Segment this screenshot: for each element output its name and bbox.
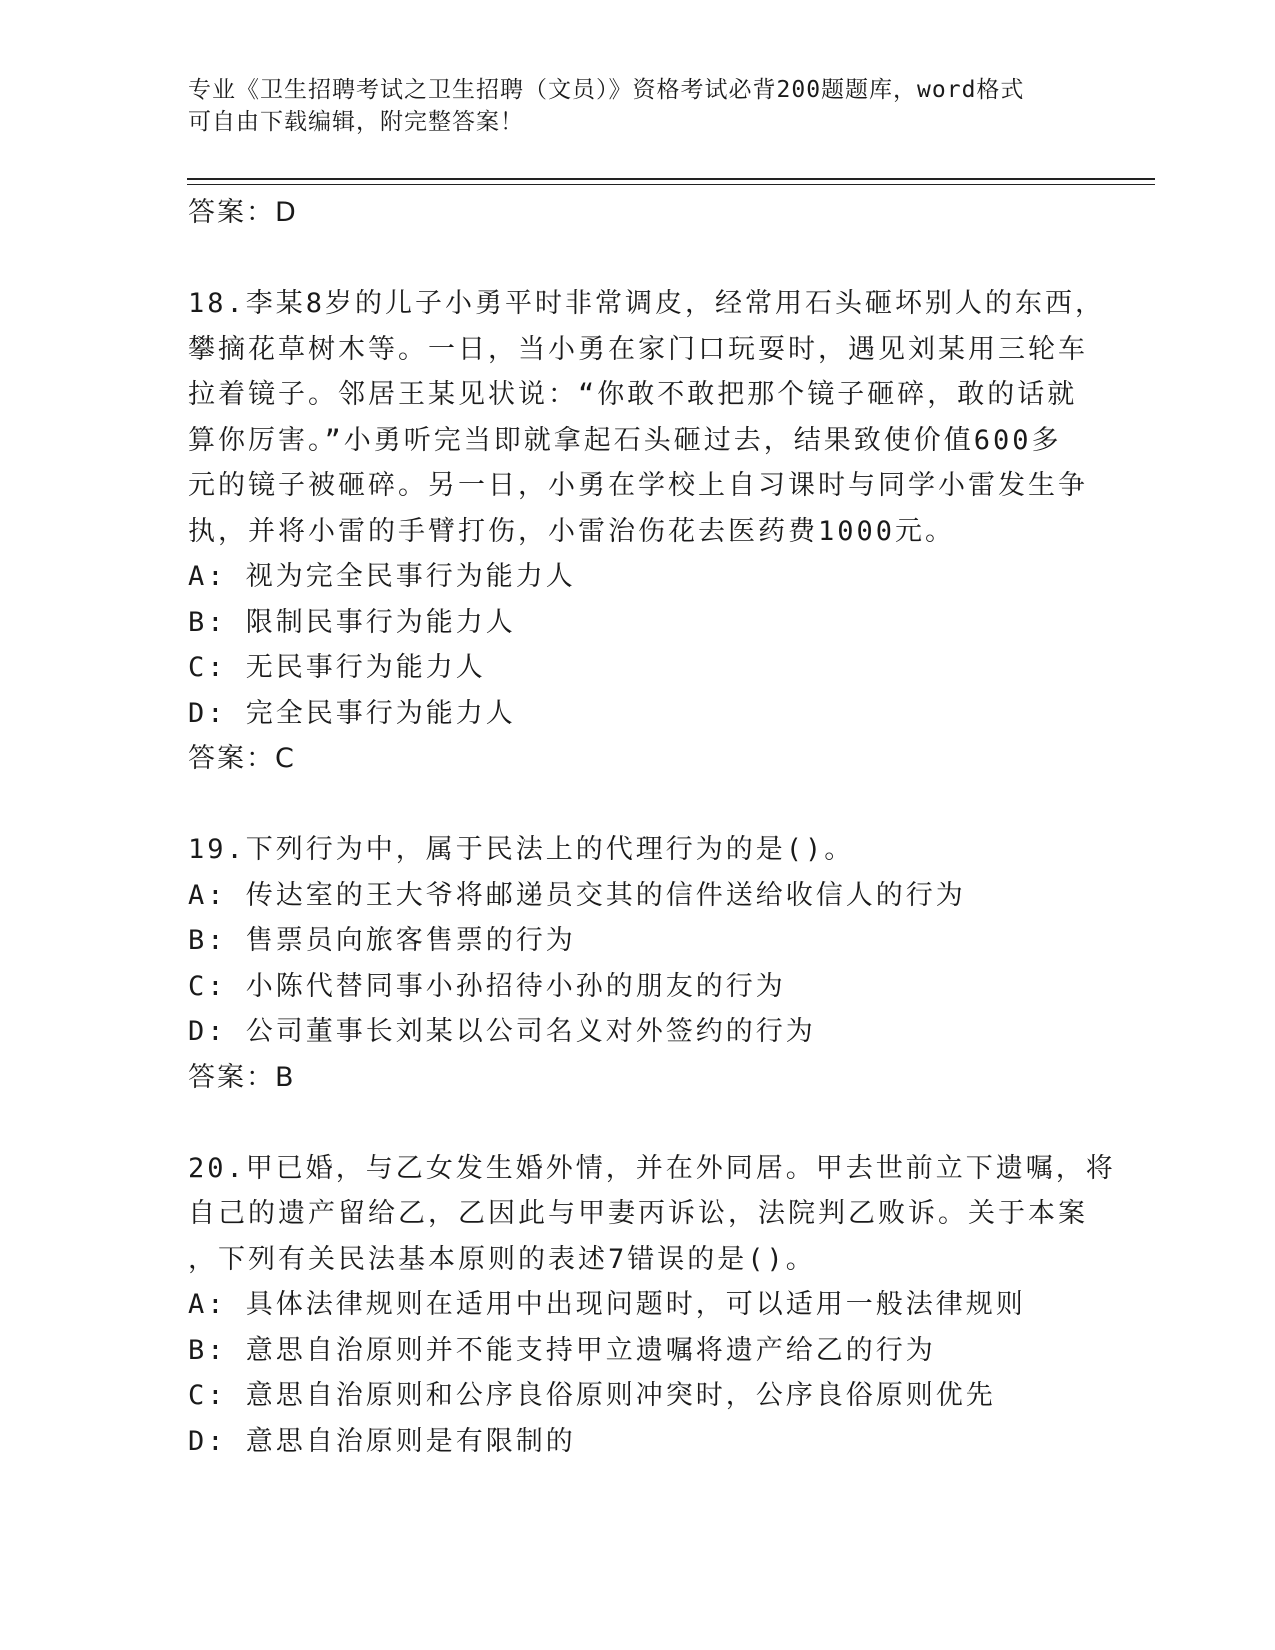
question-stem-line: 自己的遗产留给乙，乙因此与甲妻丙诉讼，法院判乙败诉。关于本案 [188, 1198, 1088, 1229]
question-18 [188, 281, 1106, 782]
option-b: B: 意思自治原则并不能支持甲立遗嘱将遗产给乙的行为 [188, 1334, 936, 1366]
option-d: D: 完全民事行为能力人 [188, 697, 516, 729]
spacer [188, 236, 1088, 282]
option-b: B: 限制民事行为能力人 [188, 606, 516, 638]
question-stem-line: ，下列有关民法基本原则的表述7错误的是()。 [188, 1243, 816, 1275]
question-stem-line: 攀摘花草树木等。一日，当小勇在家门口玩耍时，遇见刘某用三轮车 [188, 333, 1088, 365]
question-stem-line: 18.李某8岁的儿子小勇平时非常调皮，经常用石头砸坏别人的东西， [188, 288, 1106, 319]
question-stem-line: 元的镜子被砸碎。另一日，小勇在学校上自习课时与同学小雷发生争 [188, 470, 1088, 501]
question-stem-line: 拉着镜子。邻居王某见状说：“你敢不敢把那个镜子砸碎，敢的话就 [188, 379, 1078, 410]
option-b: B: 售票员向旅客售票的行为 [188, 925, 576, 956]
spacer [188, 782, 1088, 828]
question-stem-line: 执，并将小雷的手臂打伤，小雷治伤花去医药费1000元。 [188, 515, 956, 547]
option-d: D: 意思自治原则是有限制的 [188, 1425, 576, 1457]
answer: 答案：C [188, 743, 296, 774]
header-rule-thin [187, 184, 1155, 185]
answer: 答案：B [188, 1061, 296, 1093]
document-header [188, 74, 1068, 138]
header-rule-thick [187, 178, 1155, 180]
option-a: A: 传达室的王大爷将邮递员交其的信件送给收信人的行为 [188, 879, 966, 911]
option-c: C: 无民事行为能力人 [188, 652, 486, 683]
header-line-1: 专业《卫生招聘考试之卫生招聘（文员）》资格考试必背200题题库，word格式 [188, 77, 1025, 103]
question-19 [188, 827, 1088, 1100]
spacer [188, 1100, 1088, 1146]
option-c: C: 小陈代替同事小孙招待小孙的朋友的行为 [188, 970, 786, 1002]
option-a: A: 视为完全民事行为能力人 [188, 561, 576, 592]
question-stem-line: 算你厉害。”小勇听完当即就拿起石头砸过去，结果致使价值600多 [188, 424, 1062, 456]
option-d: D: 公司董事长刘某以公司名义对外签约的行为 [188, 1016, 816, 1047]
option-a: A: 具体法律规则在适用中出现问题时，可以适用一般法律规则 [188, 1289, 1026, 1320]
document-body [188, 190, 1116, 1464]
option-c: C: 意思自治原则和公序良俗原则冲突时，公序良俗原则优先 [188, 1380, 996, 1411]
question-stem-line: 19.下列行为中，属于民法上的代理行为的是()。 [188, 834, 855, 865]
question-stem-line: 20.甲已婚，与乙女发生婚外情，并在外同居。甲去世前立下遗嘱，将 [188, 1152, 1116, 1184]
header-line-2: 可自由下载编辑，附完整答案！ [188, 109, 524, 135]
question-20 [188, 1146, 1116, 1465]
previous-answer: 答案：D [188, 197, 298, 228]
